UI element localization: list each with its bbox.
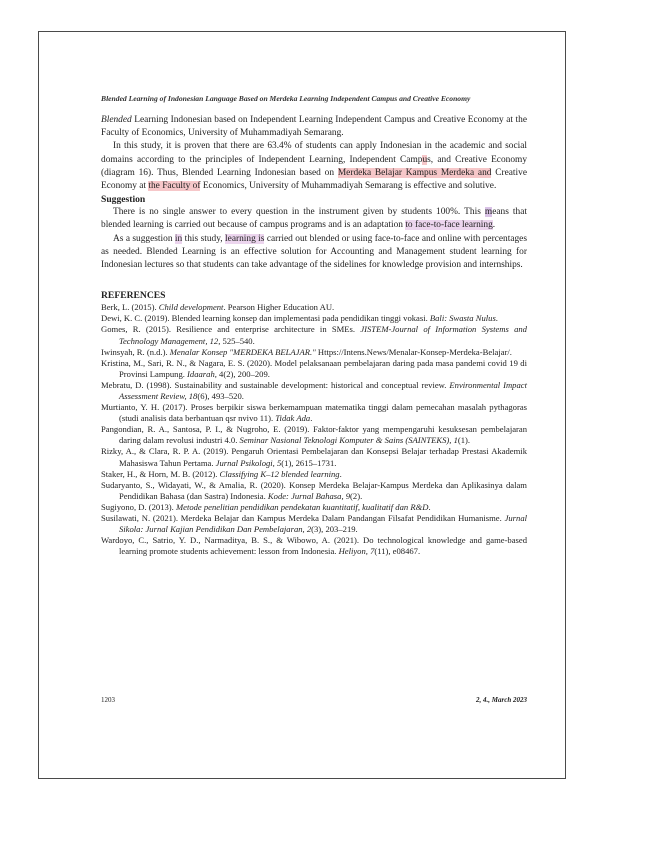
reference-source: Classifying K–12 blended learning xyxy=(219,468,340,479)
text-run: In this study, it is proven that there are 63.4% of students can apply Indonesian in the academic and social domains according to the principles of Independent Learning, Independent Camp xyxy=(101,141,527,165)
reference-entry xyxy=(101,513,527,535)
suggestion-paragraph-1 xyxy=(101,206,527,232)
reference-entry xyxy=(101,324,527,346)
suggestion-paragraph-2 xyxy=(101,233,527,273)
reference-text: . xyxy=(339,468,342,479)
reference-text: Pangondian, R. A., Santosa, P. I., & Nugroho, E. (2019). Faktor-faktor yang mempengaruhi kesuksesan pembelajaran daring dalam revolusi industri 4.0. xyxy=(101,424,527,446)
highlight-mark[interactable]: u xyxy=(422,154,428,165)
reference-source: Kode: Jurnal Bahasa, 9 xyxy=(267,490,351,501)
reference-text: Susilawati, N. (2021). Merdeka Belajar dan Kampus Merdeka Dalam Pandangan Filsafat Pendidikan Humanisme. xyxy=(101,513,505,524)
reference-source: Environmental Impact Assessment Review, 18 xyxy=(119,379,527,401)
highlight-in[interactable]: in xyxy=(174,233,183,244)
text-run: this study, xyxy=(182,233,226,244)
reference-entry xyxy=(101,502,527,513)
reference-text: (1), 2615–1731. xyxy=(281,457,337,468)
conclusion-paragraph-2 xyxy=(101,140,527,193)
reference-text: (1). xyxy=(457,435,471,446)
suggestion-heading: Suggestion xyxy=(101,194,146,206)
reference-text: , 525–540. xyxy=(218,335,255,346)
reference-text: Gomes, R. (2015). Resilience and enterprise architecture in SMEs. xyxy=(101,324,361,335)
running-head: Blended Learning of Indonesian Language Based on Merdeka Learning Independent Campus and Creative Economy xyxy=(101,94,471,103)
reference-text: (6), 493–520. xyxy=(197,390,244,401)
reference-entry xyxy=(101,302,527,313)
reference-text: Https://Intens.News/Menalar-Konsep-Merdeka-Belajar/. xyxy=(315,346,512,357)
page-footer xyxy=(101,696,527,705)
reference-text: . xyxy=(495,313,498,324)
text-run: Learning Indonesian based on Independent Learning Independent Campus and Creative Economy at the Faculty of Economics, University of Muhammadiyah Semarang. xyxy=(101,115,527,139)
text-run: There is no single answer to every question in the instrument given by students 100%. This xyxy=(113,207,485,218)
text-run: Creative Economy at xyxy=(101,167,527,192)
references-list xyxy=(101,302,527,557)
reference-source: Bali: Swasta Nulus xyxy=(429,313,496,324)
reference-source: Metode penelitian pendidikan pendekatan kuantitatif, kualitatif dan R&D xyxy=(175,501,429,512)
reference-text: . xyxy=(310,413,313,424)
reference-text: , 4(2), 200–209. xyxy=(214,368,270,379)
highlight-face-to-face[interactable]: to face-to-face learning xyxy=(405,220,493,231)
emphasis-term: Blended xyxy=(101,115,132,125)
reference-text: Kristina, M., Sari, R. N., & Nagara, E. S. (2020). Model pelaksanaan pembelajaran daring pada masa pandemi covid 19 di Provinsi Lampung. xyxy=(101,357,527,379)
reference-entry xyxy=(101,358,527,380)
reference-text: Sugiyono, D. (2013). xyxy=(101,501,176,512)
reference-source: Jurnal Sikola: Jurnal Kajian Pendidikan Dan Pembelajaran, 2 xyxy=(119,513,527,535)
text-run: Economics, University of Muhammadiyah Semarang is effective and solutive. xyxy=(200,181,497,192)
highlight-learning-is[interactable]: learning is xyxy=(225,233,265,244)
reference-entry xyxy=(101,380,527,402)
reference-text: (11), e08467. xyxy=(374,546,421,557)
reference-source: Tidak Ada xyxy=(275,413,311,424)
highlight-merdeka-belajar[interactable]: Merdeka Belajar Kampus Merdeka and xyxy=(337,167,492,178)
reference-text: Berk, L. (2015). xyxy=(101,302,159,313)
highlight-faculty[interactable]: the Faculty of xyxy=(148,181,201,192)
reference-entry xyxy=(101,469,527,480)
reference-text: Sudaryanto, S., Widayati, W., & Amalia, R. (2020). Konsep Merdeka Belajar-Kampus Merdeka dan Aplikasinya dalam Pendidikan Bahasa (dan Sastra) Indonesia. xyxy=(101,479,527,501)
reference-source: Idaarah xyxy=(187,368,215,379)
issue-info: 2, 4., March 2023 xyxy=(476,696,527,704)
reference-text: Wardoyo, C., Satrio, Y. D., Narmaditya, B. S., & Wibowo, A. (2021). Do technological knowledge and game-based learning promote students achievement: lesson from Indonesia. xyxy=(101,535,527,557)
reference-text: . xyxy=(428,501,431,512)
reference-text: Rizky, A., & Clara, R. P. A. (2019). Pengaruh Orientasi Pembelajaran dan Konsepsi Belajar terhadap Prestasi Akademik Mahasiswa Tahun Pertama. xyxy=(101,446,527,468)
reference-entry xyxy=(101,424,527,446)
reference-text: Mebratu, D. (1998). Sustainability and sustainable development: historical and conceptual review. xyxy=(101,379,450,390)
reference-entry xyxy=(101,402,527,424)
reference-entry xyxy=(101,313,527,324)
reference-text: (2). xyxy=(350,490,363,501)
paper-page xyxy=(38,31,566,779)
references-heading: REFERENCES xyxy=(101,290,166,302)
reference-source: Seminar Nasional Teknologi Komputer & Sains (SAINTEKS), 1 xyxy=(239,435,458,446)
text-run: s, and Creative Economy (diagram 16). Thus, Blended Learning Indonesian based on xyxy=(101,154,528,178)
reference-text: Staker, H., & Horn, M. B. (2012). xyxy=(101,468,220,479)
reference-text: Iwinsyah, R. (n.d.). xyxy=(101,346,170,357)
text-run: As a suggestion xyxy=(113,233,175,244)
reference-source: Child development xyxy=(158,302,224,313)
highlight-mark[interactable]: m xyxy=(484,207,493,218)
reference-entry xyxy=(101,446,527,468)
reference-source: Heliyon, 7 xyxy=(338,546,375,557)
page-content xyxy=(101,94,527,557)
page-number: 1203 xyxy=(101,696,115,704)
text-run: eans that blended learning is carried out because of campus programs and is an adaptation xyxy=(101,207,527,231)
conclusion-paragraph-1 xyxy=(101,114,527,140)
text-run: . xyxy=(492,220,496,231)
reference-source: Menalar Konsep "MERDEKA BELAJAR." xyxy=(169,346,316,357)
reference-entry xyxy=(101,480,527,502)
reference-text: Dewi, K. C. (2019). Blended learning konsep dan implementasi pada pendidikan tinggi vokasi. xyxy=(101,313,430,324)
reference-entry xyxy=(101,535,527,557)
text-run: carried out blended or using face-to-face and online with percentages as needed. Blended Learning is an effective solution for Accounting and Management student learning for Indonesian lectures so that students can take advantage of the sidelines for knowledge provision and internships. xyxy=(101,233,527,271)
reference-text: (3), 203–219. xyxy=(311,524,358,535)
reference-source: Jurnal Psikologi, 5 xyxy=(215,457,282,468)
reference-entry xyxy=(101,347,527,358)
reference-text: . Pearson Higher Education AU. xyxy=(223,302,335,313)
reference-source: JISTEM-Journal of Information Systems and Technology Management, 12 xyxy=(119,324,527,346)
reference-text: Murtianto, Y. H. (2017). Proses berpikir siswa berkemampuan matematika tinggi dalam pemecahan masalah pythagoras (studi analisis data berbantuan qsr nvivo 11). xyxy=(101,402,527,424)
